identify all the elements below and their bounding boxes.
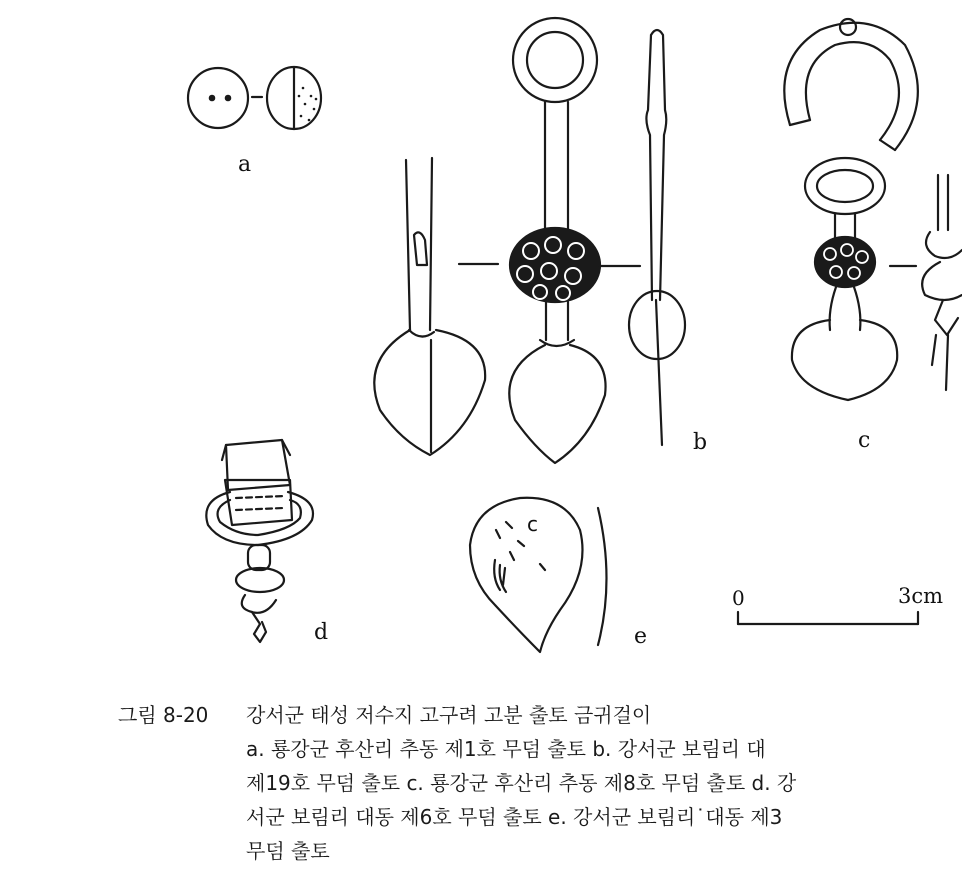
figure-caption xyxy=(118,698,962,868)
earring-c-front-drawing xyxy=(784,19,918,400)
label-d: d xyxy=(314,620,329,645)
earring-c-side-drawing xyxy=(922,175,962,390)
caption-line: 제19호 무덤 출토 c. 룡강군 후산리 추동 제8호 무덤 출토 d. 강 xyxy=(246,771,797,795)
label-a: a xyxy=(238,152,252,177)
label-c: c xyxy=(858,428,871,453)
figure-number: 그림 8-20 xyxy=(118,703,209,727)
earring-b-front-drawing xyxy=(509,18,640,463)
caption-line: a. 룡강군 후산리 추동 제1호 무덤 출토 b. 강서군 보림리 대 xyxy=(246,737,766,761)
earring-b-side-drawing xyxy=(374,158,498,455)
caption-header xyxy=(118,698,962,732)
scale-end-label: 3cm xyxy=(898,584,944,608)
label-e: e xyxy=(634,624,648,649)
earring-d-drawing xyxy=(206,440,313,642)
scale-bar xyxy=(738,612,918,624)
label-b: b xyxy=(693,430,708,455)
earring-e-drawing xyxy=(470,498,607,652)
scale-start-label: 0 xyxy=(732,586,745,610)
earring-b-profile-drawing xyxy=(629,30,685,445)
earring-a-drawing xyxy=(188,67,321,129)
caption-line: 서군 보림리 대동 제6호 무덤 출토 e. 강서군 보림리˙대동 제3 xyxy=(246,805,783,829)
figure-title: 강서군 태성 저수지 고구려 고분 출토 금귀걸이 xyxy=(246,703,652,727)
caption-line: 무덤 출토 xyxy=(246,839,330,863)
label-e-mark: c xyxy=(527,512,538,536)
